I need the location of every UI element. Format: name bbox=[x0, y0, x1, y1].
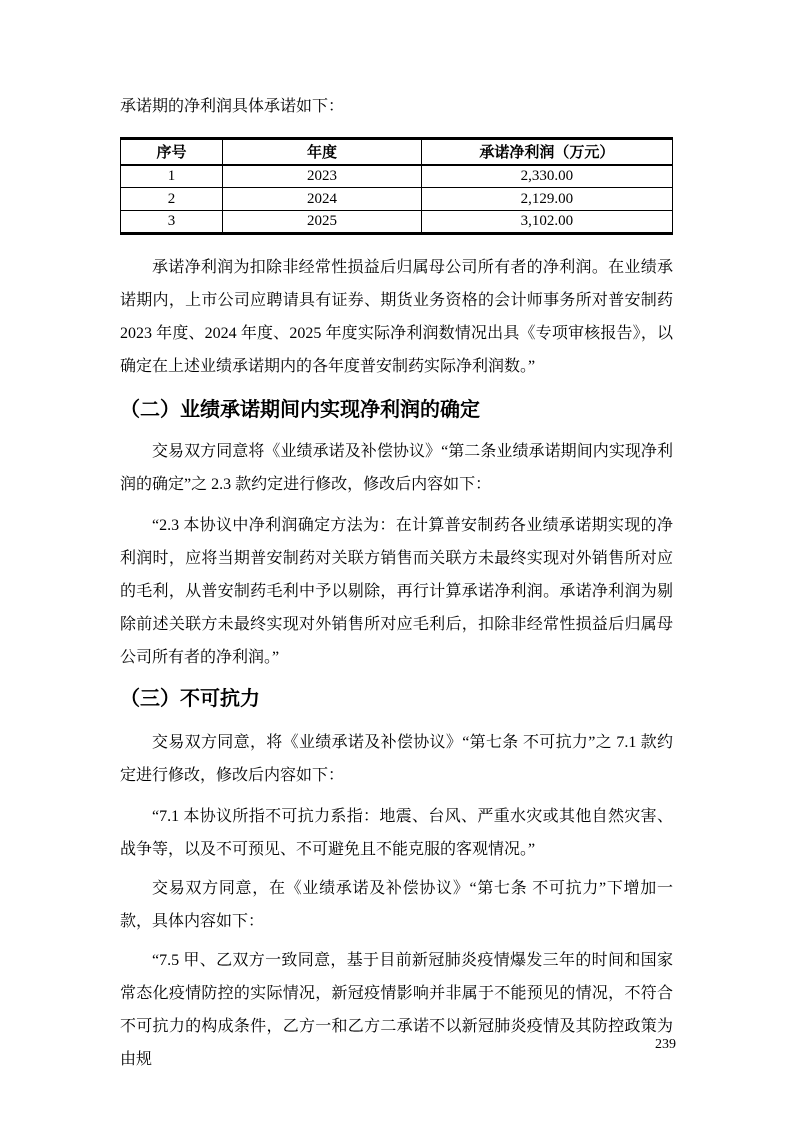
table-header-year: 年度 bbox=[223, 139, 422, 165]
table-row bbox=[121, 165, 673, 188]
net-profit-definition-paragraph: 承诺净利润为扣除非经常性损益后归属母公司所有者的净利润。在业绩承诺期内，上市公司应聘请具有证券、期货业务资格的会计师事务所对普安制药 2023 年度、2024 年度、2025 年度实际净利润数情况出具《专项审核报告》，以确定在上述业绩承诺期内的各年度普安制药实际净利润数。” bbox=[120, 259, 673, 375]
table-cell-seq: 3 bbox=[121, 211, 223, 234]
clause-7-5-paragraph: “7.5 甲、乙双方一致同意，基于目前新冠肺炎疫情爆发三年的时间和国家常态化疫情防控的实际情况，新冠疫情影响并非属于不能预见的情况，不符合不可抗力的构成条件，乙方一和乙方二承诺不以新冠肺炎疫情及其防控政策为由规 bbox=[120, 952, 673, 1068]
table-row bbox=[121, 188, 673, 211]
intro-paragraph: 承诺期的净利润具体承诺如下： bbox=[120, 98, 345, 115]
section-2-agreement-paragraph: 交易双方同意将《业绩承诺及补偿协议》“第二条业绩承诺期间内实现净利润的确定”之 2.3 款约定进行修改，修改后内容如下： bbox=[120, 443, 673, 493]
table-cell-seq: 2 bbox=[121, 188, 223, 211]
page-content bbox=[120, 0, 673, 1076]
section-3-heading: （三）不可抗力 bbox=[120, 688, 260, 710]
table-cell-profit: 2,330.00 bbox=[421, 165, 672, 188]
page-number: 239 bbox=[655, 1037, 676, 1052]
clause-2-3-paragraph: “2.3 本协议中净利润确定方法为：在计算普安制药各业绩承诺期实现的净利润时，应将当期普安制药对关联方销售而关联方未最终实现对外销售所对应的毛利，从普安制药毛利中予以剔除，再行计算承诺净利润。承诺净利润为剔除前述关联方未最终实现对外销售所对应毛利后，扣除非经常性损益后归属母公司所有者的净利润。” bbox=[120, 517, 673, 666]
profit-commitment-table bbox=[120, 137, 673, 235]
clause-7-1-paragraph: “7.1 本协议所指不可抗力系指：地震、台风、严重水灾或其他自然灾害、战争等，以及不可预见、不可避免且不能克服的客观情况。” bbox=[120, 808, 673, 858]
table-header-profit: 承诺净利润（万元） bbox=[421, 139, 672, 165]
table-cell-profit: 2,129.00 bbox=[421, 188, 672, 211]
section-3-agreement-paragraph: 交易双方同意，将《业绩承诺及补偿协议》“第七条 不可抗力”之 7.1 款约定进行修改，修改后内容如下： bbox=[120, 734, 673, 784]
section-3-addition-paragraph: 交易双方同意，在《业绩承诺及补偿协议》“第七条 不可抗力”下增加一款，具体内容如下： bbox=[120, 880, 673, 930]
table-header-row bbox=[121, 139, 673, 165]
table-cell-year: 2024 bbox=[223, 188, 422, 211]
table-header-seq: 序号 bbox=[121, 139, 223, 165]
table-row bbox=[121, 211, 673, 234]
table-cell-seq: 1 bbox=[121, 165, 223, 188]
table-cell-profit: 3,102.00 bbox=[421, 211, 672, 234]
section-2-heading: （二）业绩承诺期间内实现净利润的确定 bbox=[120, 399, 480, 421]
table-cell-year: 2025 bbox=[223, 211, 422, 234]
table-cell-year: 2023 bbox=[223, 165, 422, 188]
